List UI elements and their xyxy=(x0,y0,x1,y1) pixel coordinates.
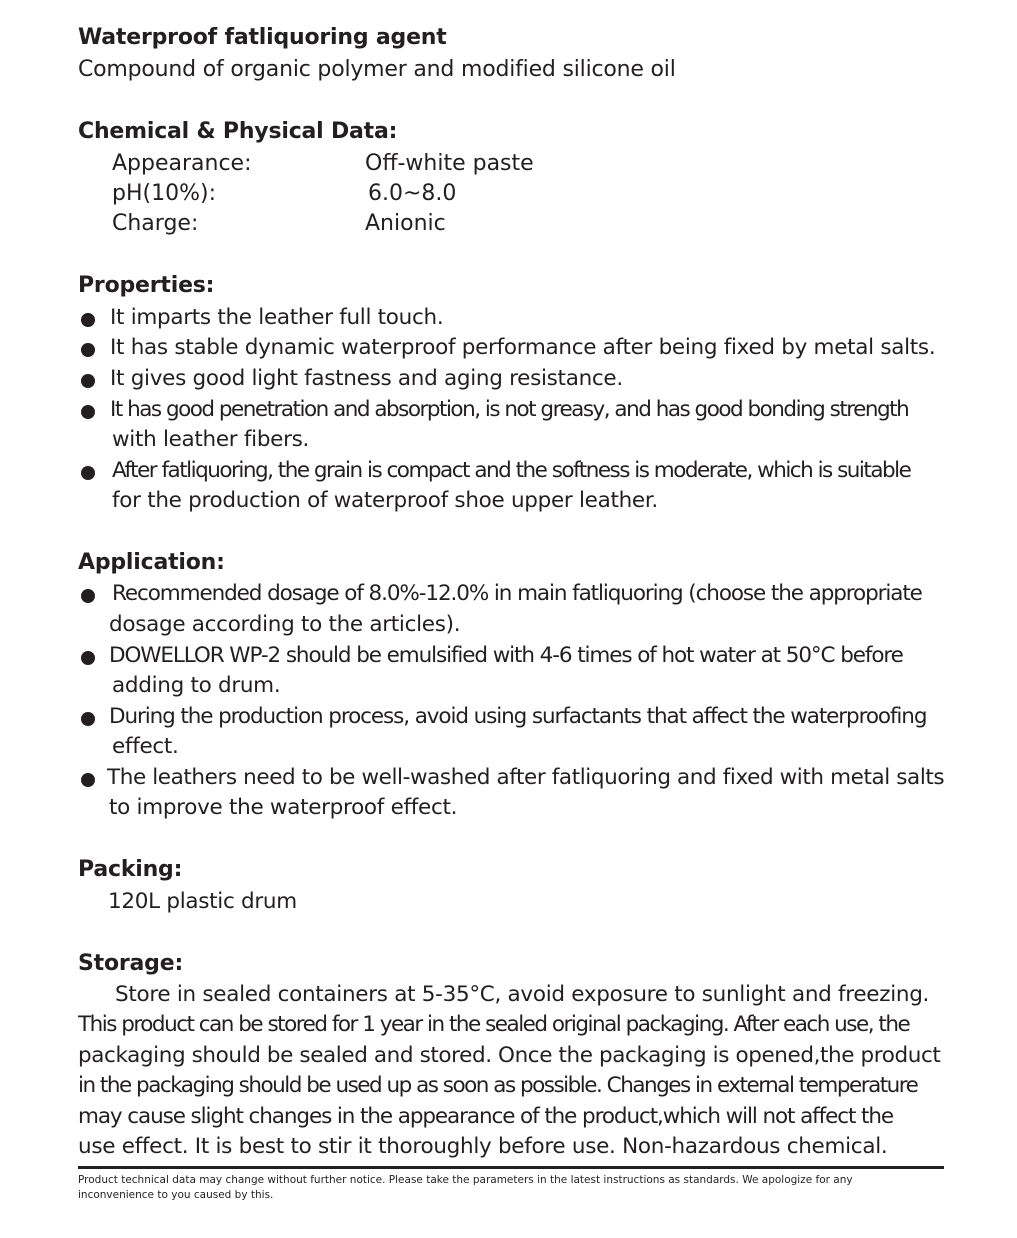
properties-heading: Properties: xyxy=(78,273,215,298)
property-item-2: It has stable dynamic waterproof performance after being fixed by metal salts. xyxy=(110,335,936,360)
ph-value: 6.0~8.0 xyxy=(368,181,457,206)
footer-divider xyxy=(78,1166,944,1169)
application-item-2-line2: adding to drum. xyxy=(112,673,281,698)
application-item-3-line1: During the production process, avoid using surfactants that affect the waterproofing xyxy=(109,704,927,729)
property-item-3: It gives good light fastness and aging resistance. xyxy=(110,366,623,391)
application-item-4-line2: to improve the waterproof effect. xyxy=(109,795,458,820)
product-subtitle: Compound of organic polymer and modified silicone oil xyxy=(78,57,676,82)
charge-value: Anionic xyxy=(365,211,446,236)
storage-heading: Storage: xyxy=(78,951,184,976)
bullet-dot xyxy=(81,712,95,726)
storage-line-2: This product can be stored for 1 year in the sealed original packaging. After each use, the xyxy=(78,1012,910,1037)
bullet-dot xyxy=(81,405,95,419)
property-item-5-line2: for the production of waterproof shoe upper leather. xyxy=(112,488,658,513)
bullet-dot xyxy=(81,589,95,603)
property-item-4-line2: with leather fibers. xyxy=(112,427,310,452)
charge-label: Charge: xyxy=(112,211,199,236)
property-item-5-line1: After fatliquoring, the grain is compact and the softness is moderate, which is suitable xyxy=(112,458,911,483)
ph-label: pH(10%): xyxy=(112,181,216,206)
packing-text: 120L plastic drum xyxy=(108,889,297,914)
property-item-4-line1: It has good penetration and absorption, is not greasy, and has good bonding strength xyxy=(110,397,909,422)
application-item-4-line1: The leathers need to be well-washed after fatliquoring and fixed with metal salts xyxy=(107,765,945,790)
storage-line-4: in the packaging should be used up as soon as possible. Changes in external temperature xyxy=(78,1073,918,1098)
application-item-2-line1: DOWELLOR WP-2 should be emulsified with 4-6 times of hot water at 50°C before xyxy=(109,643,903,668)
application-heading: Application: xyxy=(78,550,225,575)
application-item-1-line2: dosage according to the articles). xyxy=(109,612,461,637)
appearance-value: Off-white paste xyxy=(365,151,534,176)
appearance-label: Appearance: xyxy=(112,151,252,176)
chem-heading: Chemical & Physical Data: xyxy=(78,119,398,144)
bullet-dot xyxy=(81,466,95,480)
bullet-dot xyxy=(81,313,95,327)
bullet-dot xyxy=(81,773,95,787)
application-item-3-line2: effect. xyxy=(112,734,179,759)
footer-note-line2: inconvenience to you caused by this. xyxy=(78,1189,274,1201)
storage-line-1: Store in sealed containers at 5-35°C, avoid exposure to sunlight and freezing. xyxy=(115,982,930,1007)
bullet-dot xyxy=(81,343,95,357)
bullet-dot xyxy=(81,374,95,388)
storage-line-6: use effect. It is best to stir it thoroughly before use. Non-hazardous chemical. xyxy=(78,1134,888,1159)
property-item-1: It imparts the leather full touch. xyxy=(110,305,444,330)
product-title: Waterproof fatliquoring agent xyxy=(78,25,447,50)
application-item-1-line1: Recommended dosage of 8.0%-12.0% in main fatliquoring (choose the appropriate xyxy=(112,581,922,606)
bullet-dot xyxy=(81,651,95,665)
storage-line-3: packaging should be sealed and stored. Once the packaging is opened,the product xyxy=(78,1043,941,1068)
storage-line-5: may cause slight changes in the appearance of the product,which will not affect the xyxy=(78,1104,894,1129)
footer-note-line1: Product technical data may change without further notice. Please take the parameters in the latest instructions as standards. We apologize for any xyxy=(78,1174,853,1186)
packing-heading: Packing: xyxy=(78,857,183,882)
